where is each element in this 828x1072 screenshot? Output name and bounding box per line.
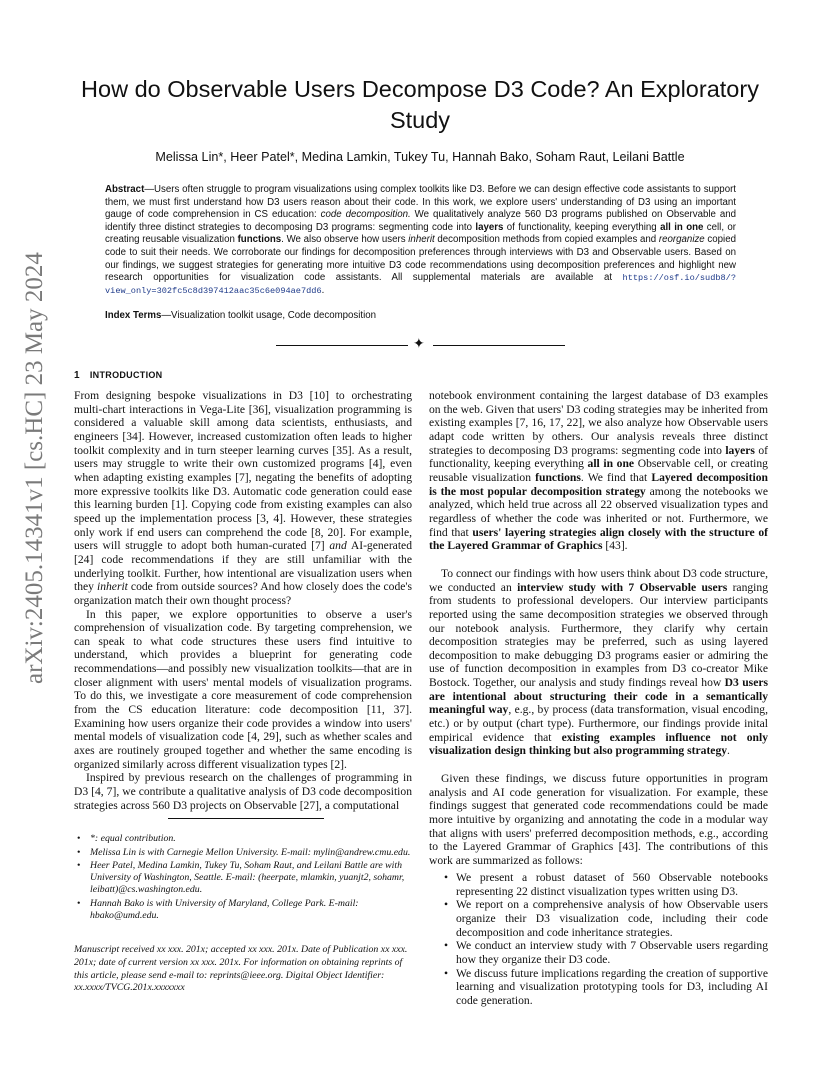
diamond-star-icon: ✦ (413, 336, 425, 352)
intro-paragraph-5: To connect our findings with how users think about D3 code structure, we conducted an interview study with 7 Observable users ranging from students to professional developers. Our interview participants reported using the same decomposition strategies we observed through our notebook analysis. Furthermore, they clarify why certain decomposition strategies may be preferred, such as using layered decomposition to make debugging D3 programs easier or admiring the use of function decomposition in examples from D3 co-creator Mike Bostock. Together, our analysis and study findings reveal how D3 users are intentional about structuring their code in a semantically meaningful way, e.g., by process (data transformation, visual encoding, etc.) or by output (chart type). Furthermore, our findings provide inital empirical evidence that existing examples influence not only visualization design thinking but also programming strategy. (429, 566, 768, 758)
contribution-item: • We present a robust dataset of 560 Observable notebooks representing 22 distinct visualization types written using D3. (456, 871, 768, 898)
contribution-item: • We discuss future implications regarding the creation of supportive learning and visualization prototyping tools for D3, including AI code generation. (456, 967, 768, 1008)
section-title: INTRODUCTION (89, 370, 163, 380)
footnotes (74, 833, 412, 923)
divider-line-right (433, 345, 565, 346)
author-list: Melissa Lin*, Heer Patel*, Medina Lamkin, Tukey Tu, Hannah Bako, Soham Raut, Leilani Battle (155, 150, 685, 164)
paper-title: How do Observable Users Decompose D3 Code? An Exploratory Study (81, 76, 759, 133)
section-heading (74, 370, 162, 381)
footnote-item: • Heer Patel, Medina Lamkin, Tukey Tu, Soham Raut, and Leilani Battle are with University of Washington, Seattle. E-mail: (heerpate, mlamkin, yuanjt2, sohamr, leibatt)@cs.washington.edu. (74, 860, 412, 896)
index-terms-label: Index Terms (105, 310, 162, 321)
index-terms: Index Terms—Visualization toolkit usage, Code decomposition (105, 310, 377, 321)
contributions-list (456, 871, 768, 1008)
footnote-item: • Melissa Lin is with Carnegie Mellon University. E-mail: mylin@andrew.cmu.edu. (74, 847, 412, 859)
divider-line-left (276, 345, 408, 346)
intro-paragraph-2: In this paper, we explore opportunities to observe a user's comprehension of visualization code. By targeting comprehension, we can speak to what code structures these users find intuitive to understand, which provides a blueprint for generating code recommendations—and possibly new visualization toolkits—that are in closer alignment with users' mental models of visualization programs. To do this, we investigate a core measurement of code comprehension from the CS education literature: code decomposition [11, 37]. Examining how users organize their code provides a window into users' mental models of visualization code [4, 29], such as whether scales and axes are routinely grouped together and whether the same encoding is organized similarly across different visualization types [2]. (74, 607, 412, 771)
supplemental-link[interactable]: https://osf.io/sudb8/?view_only=302fc5c8d397412aac35c6e094ae7dd6 (105, 273, 736, 296)
arxiv-stamp: arXiv:2405.14341v1 [cs.HC] 23 May 2024 (21, 252, 48, 684)
footnote-item: • *: equal contribution. (74, 833, 412, 845)
intro-paragraph-6: Given these findings, we discuss future opportunities in program analysis and AI code generation for visualization. For example, these findings suggest that generated code recommendations could be made more intuitive by organizing and annotating the code in a modular way that aligns with users' preferred decomposition methods, e.g., according to the Layered Grammar of Graphics [43]. The contributions of this work are summarized as follows: (429, 772, 768, 867)
intro-paragraph-1: From designing bespoke visualizations in D3 [10] to orchestrating multi-chart interactions in Vega-Lite [36], visualization programming is considered a valuable skill among data scientists, enthusiasts, and engineers [34]. However, increased customization often leads to higher toolkit complexity and in turn steeper learning curves [35]. As a result, users may struggle to write their own customized programs [4], even when adapting existing examples [7], negating the benefits of adopting more expressive toolkits like D3. Automatic code generation could ease this learning burden [1]. Copying code from existing examples can also speed up the implementation process [3, 4]. However, these strategies only work if end users can comprehend the code [8, 20]. For example, users will struggle to adopt both human-curated [7] and AI-generated [24] code recommendations if they are still unfamiliar with the underlying toolkit. Further, how intentional are visualization users when they inherit code from outside sources? And how closely does the code's organization match their own thought process? (74, 389, 412, 607)
abstract: Abstract—Users often struggle to program visualizations using complex toolkits like D3. Before we can design effective code assistants to support them, we must first understand how D3 users reason about their code. In this work, we explore users' understanding of D3 using an important gauge of code comprehension in CS education: code decomposition. We qualitatively analyze 560 D3 programs published on Observable and identify three distinct strategies to decomposing D3 programs: segmenting code into layers of functionality, keeping everything all in one cell, or creating reusable visualization functions. We also observe how users inherit decomposition methods from copied examples and reorganize copied code to suit their needs. We corroborate our findings for decomposition preferences through interviews with D3 and Observable users. Based on our findings, we suggest strategies for generating more intuitive D3 code recommendations using decomposition preferences and highlight new research opportunities for visualization code assistants. All supplemental materials are available at https://osf.io/sudb8/?view_only=302fc5c8d397412aac35c6e094ae7dd6. (105, 184, 736, 296)
section-number: 1 (74, 370, 80, 381)
footnote-rule (168, 818, 324, 819)
contribution-item: • We conduct an interview study with 7 Observable users regarding how they organize their D3 code. (456, 939, 768, 966)
right-column (429, 389, 768, 868)
contribution-item: • We report on a comprehensive analysis of how Observable users organize their D3 visualization code, including their code decomposition and code inheritance strategies. (456, 898, 768, 939)
left-column (74, 389, 412, 812)
abstract-label: Abstract (105, 184, 145, 195)
manuscript-note: Manuscript received xx xxx. 201x; accepted xx xxx. 201x. Date of Publication xx xxx. 201x; date of current version xx xxx. 201x. For information on obtaining reprints of this article, please send e-mail to: reprints@ieee.org. Digital Object Identifier: xx.xxxx/TVCG.201x.xxxxxxx (74, 944, 408, 994)
intro-paragraph-4: notebook environment containing the largest database of D3 examples on the web. Given that users' D3 coding strategies may be inherited from existing examples [7, 16, 17, 22], we also analyze how Observable users adapt code written by others. Our analysis reveals three distinct strategies to decomposing D3 programs: segmenting code into layers of functionality, keeping everything all in one Observable cell, or creating reusable visualization functions. We find that Layered decomposition is the most popular decomposition strategy among the notebooks we analyzed, which held true across all 22 observed visualization types and regardless of whether the code was inherited or not. Furthermore, we find that users' layering strategies align closely with the structure of the Layered Grammar of Graphics [43]. (429, 389, 768, 553)
intro-paragraph-3: Inspired by previous research on the challenges of programming in D3 [4, 7], we contribute a qualitative analysis of D3 code decomposition strategies across 560 D3 projects on Observable [27], a computational (74, 771, 412, 812)
footnote-item: • Hannah Bako is with University of Maryland, College Park. E-mail: hbako@umd.edu. (74, 898, 412, 922)
section-divider (276, 338, 566, 352)
